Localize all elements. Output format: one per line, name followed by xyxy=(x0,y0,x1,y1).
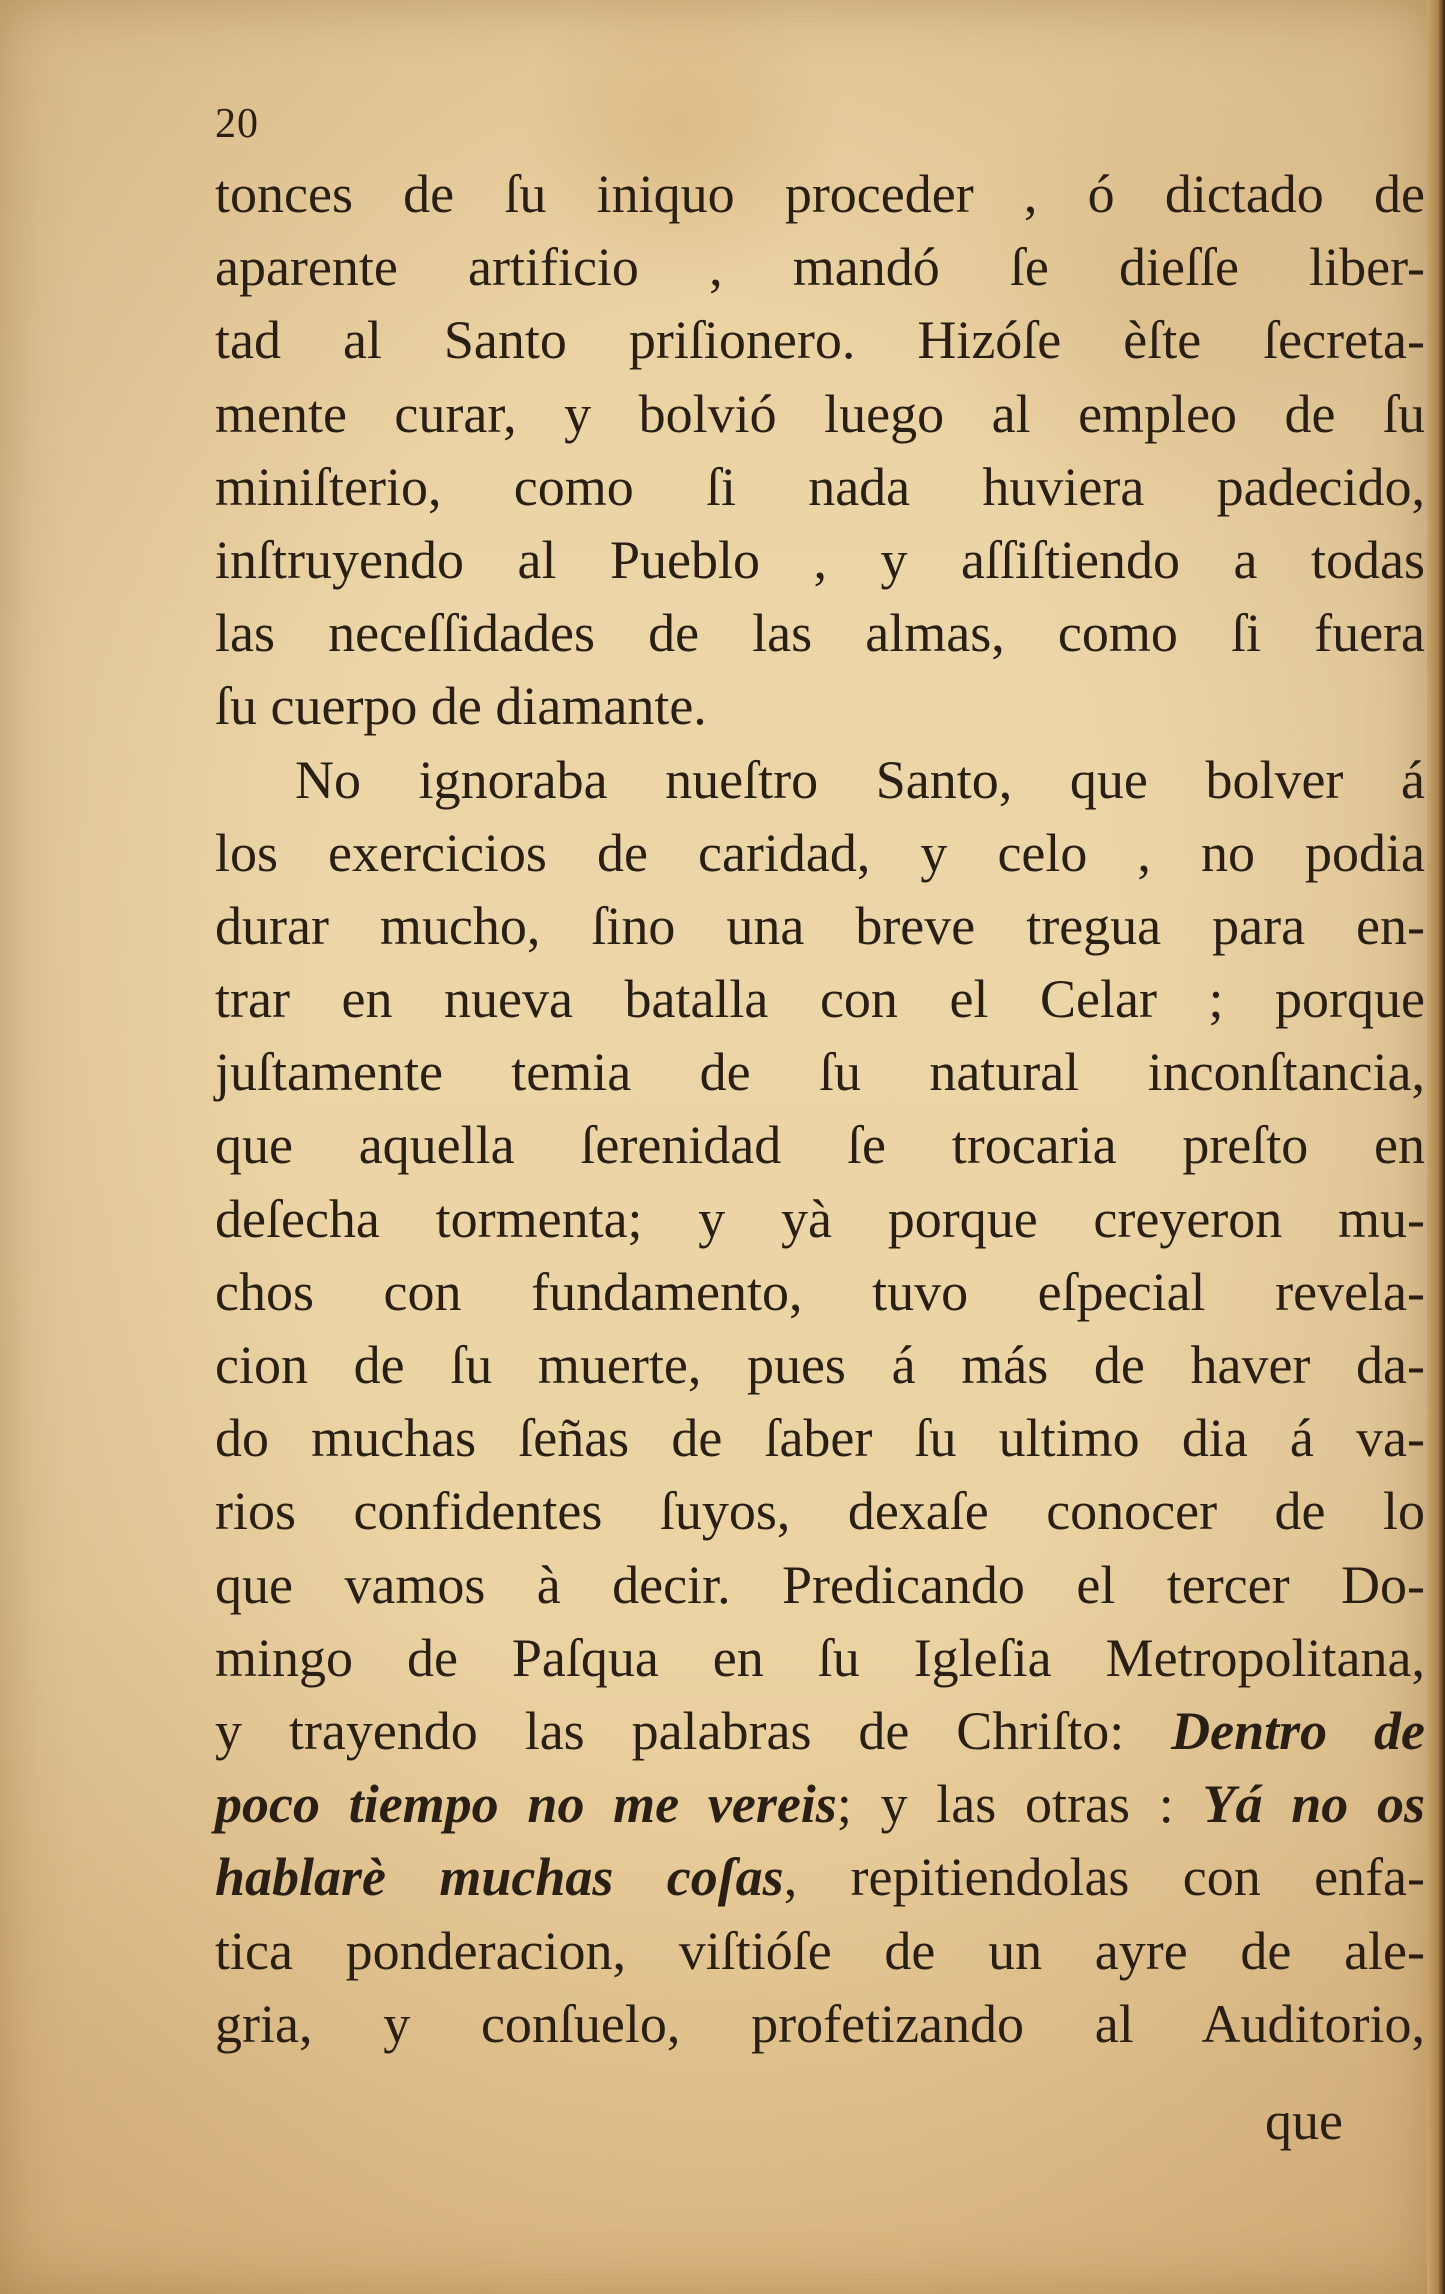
text-line: inſtruyendo al Pueblo , y aſſiſtiendo a todas xyxy=(215,529,1425,590)
text-line: que aquella ſerenidad ſe trocaria preſto en xyxy=(215,1115,1425,1176)
text-line: juſtamente temia de ſu natural inconſtancia, xyxy=(215,1042,1425,1103)
text-line: que vamos à decir. Predicando el tercer Do- xyxy=(215,1554,1425,1615)
page-number: 20 xyxy=(215,101,259,147)
text-line: y trayendo las palabras de Chriſto: Dentro de xyxy=(215,1700,1425,1761)
text-line: tica ponderacion, viſtióſe de un ayre de ale- xyxy=(215,1920,1425,1981)
text-line: los exercicios de caridad, y celo , no podia xyxy=(215,822,1425,883)
text-line: cion de ſu muerte, pues á más de haver da- xyxy=(215,1335,1425,1395)
text-line: No ignoraba nueſtro Santo, que bolver á xyxy=(295,749,1425,810)
text-line: ſu cuerpo de diamante. xyxy=(215,676,707,737)
text-line: tad al Santo priſionero. Hizóſe èſte ſecreta- xyxy=(215,310,1425,371)
text-line: aparente artificio , mandó ſe dieſſe liber- xyxy=(215,237,1425,298)
catchword: que xyxy=(1265,2091,1343,2151)
text-line: do muchas ſeñas de ſaber ſu ultimo dia á va- xyxy=(215,1408,1425,1469)
text-line: hablarè muchas coſas, repitiendolas con enfa- xyxy=(215,1847,1425,1908)
text-line: trar en nueva batalla con el Celar ; porque xyxy=(215,969,1425,1030)
text-line: deſecha tormenta; y yà porque creyeron mu- xyxy=(215,1188,1425,1249)
text-line: poco tiempo no me vereis; y las otras : Yá no os xyxy=(215,1774,1425,1835)
text-line: durar mucho, ſino una breve tregua para en- xyxy=(215,895,1425,956)
text-line: las neceſſidades de las almas, como ſi fuera xyxy=(215,603,1425,664)
text-line: tonces de ſu iniquo proceder , ó dictado de xyxy=(215,164,1425,224)
text-line: mingo de Paſqua en ſu Igleſia Metropolitana, xyxy=(215,1627,1425,1688)
text-line: chos con fundamento, tuvo eſpecial revela- xyxy=(215,1261,1425,1322)
text-line: mente curar, y bolvió luego al empleo de ſu xyxy=(215,383,1425,444)
text-line: rios confidentes ſuyos, dexaſe conocer de lo xyxy=(215,1481,1425,1542)
text-line: miniſterio, como ſi nada huviera padecido, xyxy=(215,456,1425,517)
text-line: gria, y conſuelo, profetizando al Auditorio, xyxy=(215,1993,1425,2054)
page-edge xyxy=(1427,0,1445,2294)
body-text xyxy=(215,158,1425,2061)
